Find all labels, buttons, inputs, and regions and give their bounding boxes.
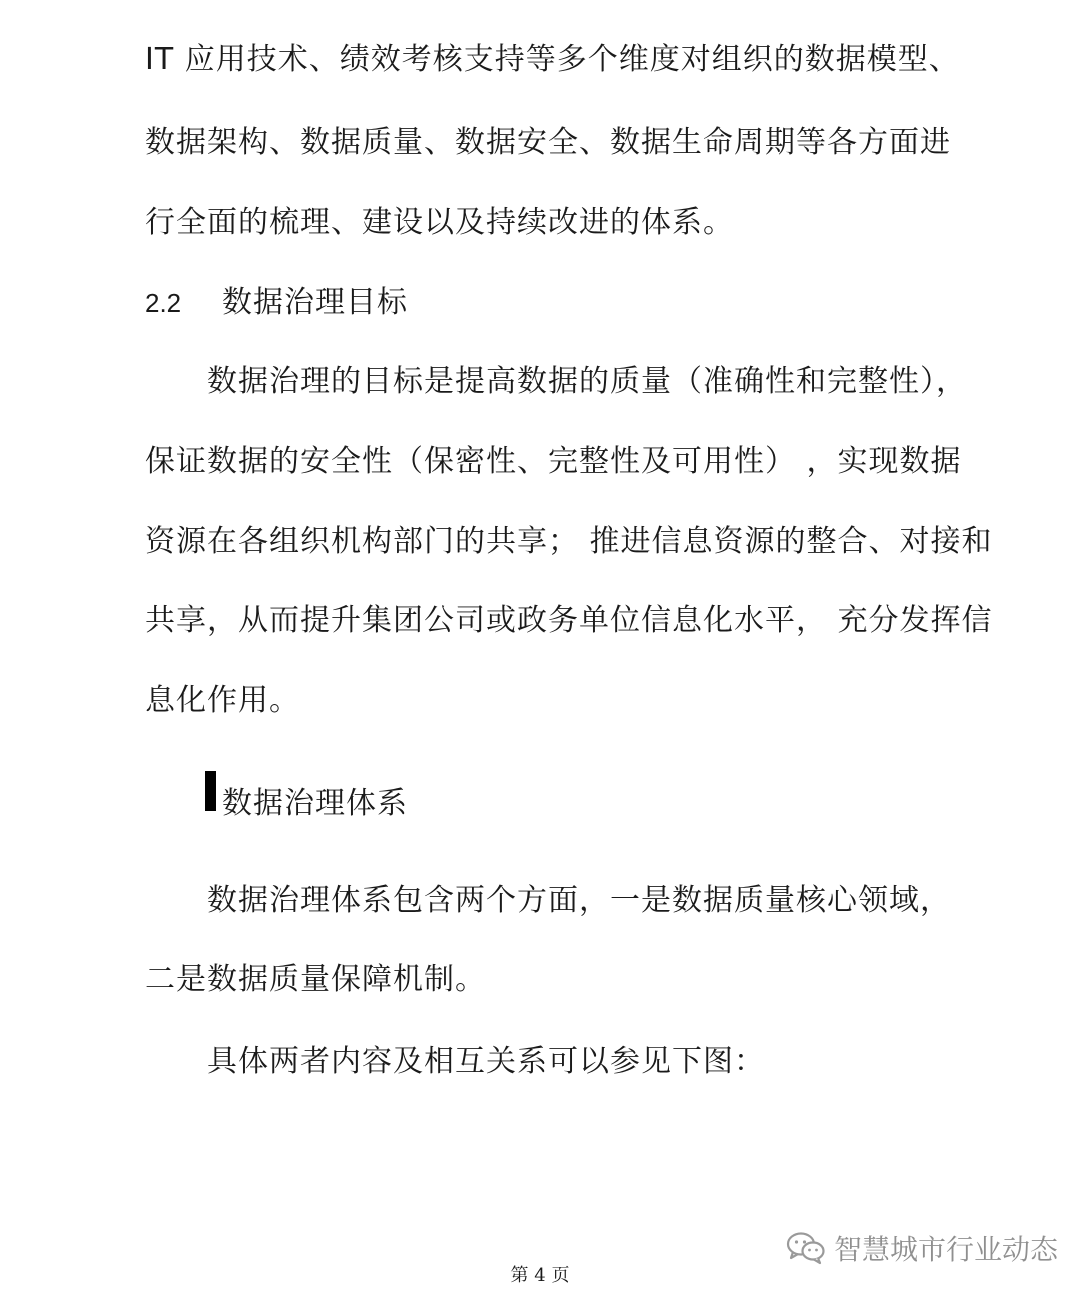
paragraph-line: 资源在各组织机构部门的共享； 推进信息资源的整合、对接和 bbox=[145, 524, 993, 559]
paragraph-line: 二是数据质量保障机制。 bbox=[145, 962, 486, 997]
paragraph-line: 保证数据的安全性（保密性、完整性及可用性） ，实现数据 bbox=[145, 444, 962, 479]
paragraph-line: 数据治理体系包含两个方面，一是数据质量核心领域， bbox=[207, 883, 951, 918]
paragraph-line: 具体两者内容及相互关系可以参见下图： bbox=[207, 1044, 765, 1079]
paragraph-line: 息化作用。 bbox=[145, 683, 300, 718]
section-marker bbox=[205, 771, 216, 811]
section-title: 数据治理目标 bbox=[222, 285, 408, 320]
wechat-icon bbox=[786, 1231, 826, 1265]
paragraph-line: 行全面的梳理、建设以及持续改进的体系。 bbox=[145, 205, 734, 240]
watermark-text: 智慧城市行业动态 bbox=[834, 1233, 1059, 1266]
section-title: 数据治理体系 bbox=[222, 786, 408, 821]
paragraph-line: 数据治理的目标是提高数据的质量（准确性和完整性）， bbox=[207, 364, 967, 399]
paragraph-line: 共享，从而提升集团公司或政务单位信息化水平， 充分发挥信 bbox=[145, 603, 993, 638]
watermark bbox=[786, 1228, 1058, 1268]
paragraph-line: 数据架构、数据质量、数据安全、数据生命周期等各方面进 bbox=[145, 125, 951, 160]
paragraph-line: IT 应用技术、绩效考核支持等多个维度对组织的数据模型、 bbox=[145, 42, 960, 77]
section-number: 2.2 bbox=[145, 288, 182, 318]
page-number: 第 4 页 bbox=[510, 1265, 570, 1286]
